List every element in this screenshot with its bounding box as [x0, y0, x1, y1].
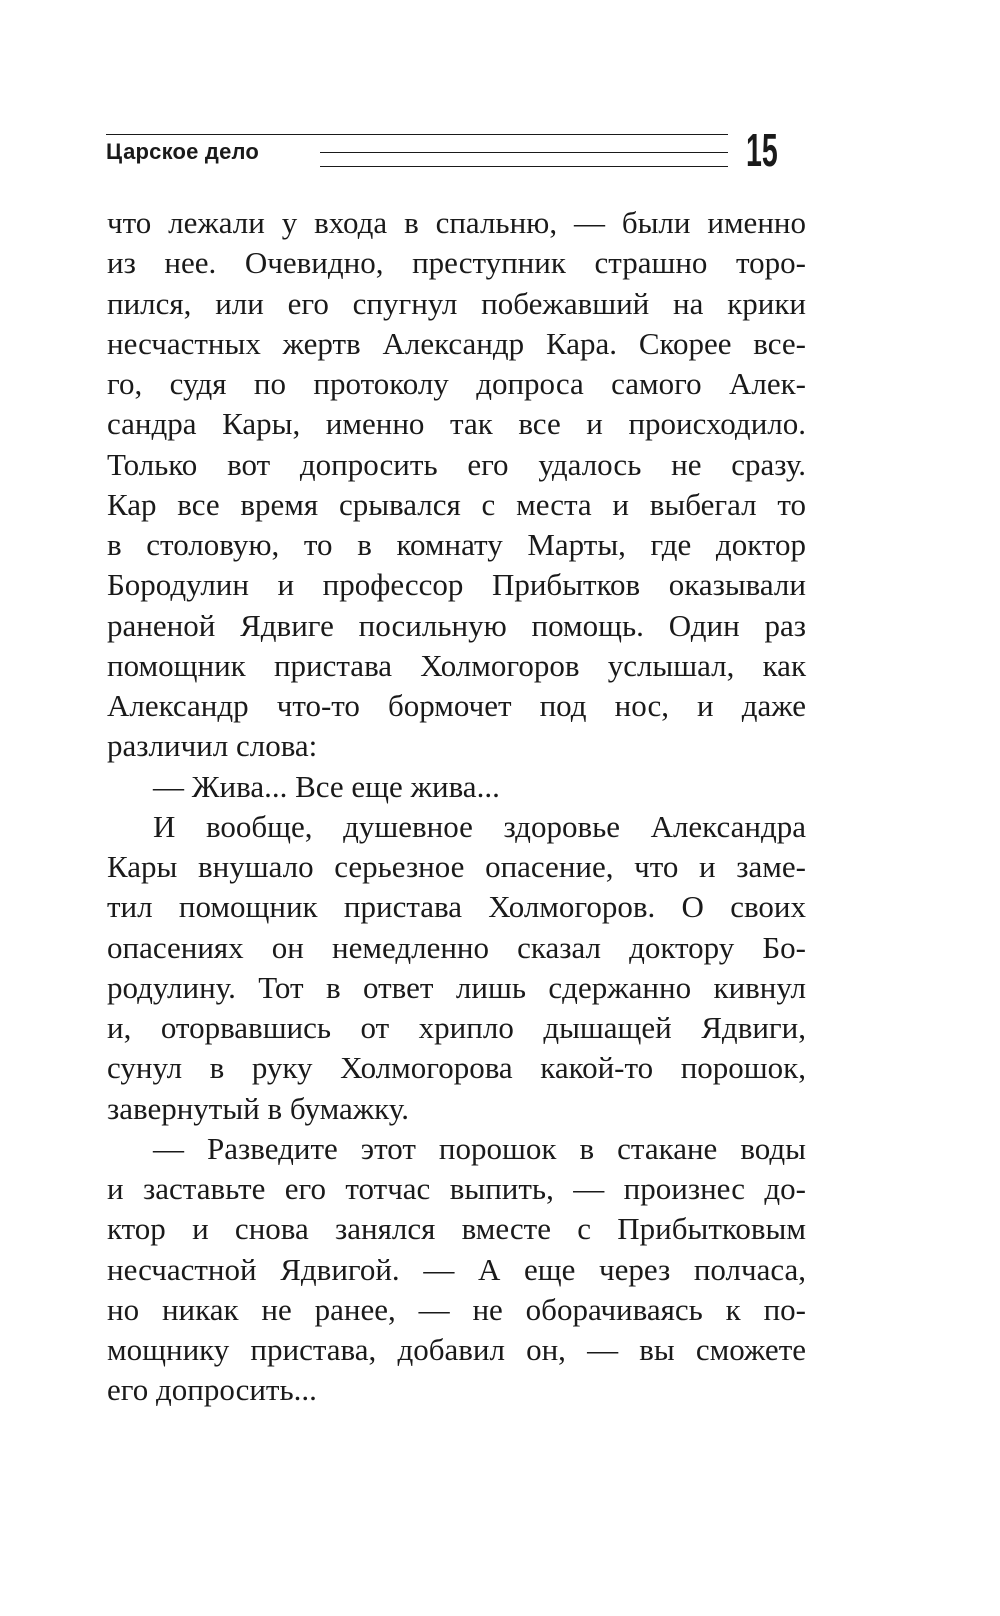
- text-line: но никак не ранее, — не оборачиваясь к по-: [107, 1291, 806, 1327]
- text-line: Александр что-то бормочет под нос, и даже: [107, 688, 806, 723]
- page-header: [106, 124, 810, 178]
- page-number: 15: [746, 124, 778, 176]
- text-line: из нее. Очевидно, преступник страшно торо-: [107, 245, 806, 281]
- text-line: раненой Ядвиге посильную помощь. Один раз: [107, 607, 806, 643]
- header-rule-bottom: [320, 166, 728, 167]
- text-line: завернутый в бумажку.: [107, 1090, 409, 1126]
- text-line: сунул в руку Холмогорова какой-то порошок,: [107, 1050, 806, 1086]
- text-line: Бородулин и профессор Прибытков оказывали: [107, 567, 806, 603]
- text-line: несчастных жертв Александр Кара. Скорее все-: [107, 325, 806, 361]
- text-line: несчастной Ядвигой. — А еще через полчаса,: [107, 1251, 806, 1287]
- text-line: мощнику пристава, добавил он, — вы сможете: [107, 1332, 806, 1367]
- text-line: ктор и снова занялся вместе с Прибытковым: [107, 1211, 806, 1247]
- text-line: различил слова:: [107, 728, 318, 764]
- text-line: тил помощник пристава Холмогоров. О своих: [107, 889, 806, 925]
- text-line: сандра Кары, именно так все и происходило.: [107, 406, 806, 442]
- text-line: и, оторвавшись от хрипло дышащей Ядвиги,: [107, 1010, 806, 1045]
- text-line: Только вот допросить его удалось не сразу.: [107, 446, 806, 482]
- text-line: в столовую, то в комнату Марты, где доктор: [107, 527, 806, 562]
- text-line: помощник пристава Холмогоров услышал, как: [107, 647, 806, 683]
- text-line: пился, или его спугнул побежавший на крики: [107, 285, 806, 321]
- text-line: Кар все время срывался с места и выбегал то: [107, 486, 806, 522]
- dialogue-line: — Жива... Все еще жива...: [153, 768, 500, 804]
- header-rule-middle: [320, 152, 728, 153]
- text-line: опасениях он немедленно сказал доктору Бо-: [107, 929, 806, 965]
- text-line: его допросить...: [107, 1372, 317, 1408]
- header-rule-top: [106, 134, 728, 135]
- text-line: что лежали у входа в спальню, — были именно: [107, 205, 806, 240]
- text-line: Кары внушало серьезное опасение, что и заме-: [107, 849, 806, 884]
- body-text: [107, 203, 806, 1411]
- running-title: Царское дело: [106, 139, 260, 164]
- text-line: и заставьте его тотчас выпить, — произнес до-: [107, 1171, 806, 1206]
- dialogue-line: — Разведите этот порошок в стакане воды: [153, 1130, 806, 1166]
- text-line: родулину. Тот в ответ лишь сдержанно кивнул: [107, 969, 806, 1005]
- text-line: го, судя по протоколу допроса самого Алек-: [107, 366, 806, 401]
- paragraph-first-line: И вообще, душевное здоровье Александра: [153, 808, 806, 844]
